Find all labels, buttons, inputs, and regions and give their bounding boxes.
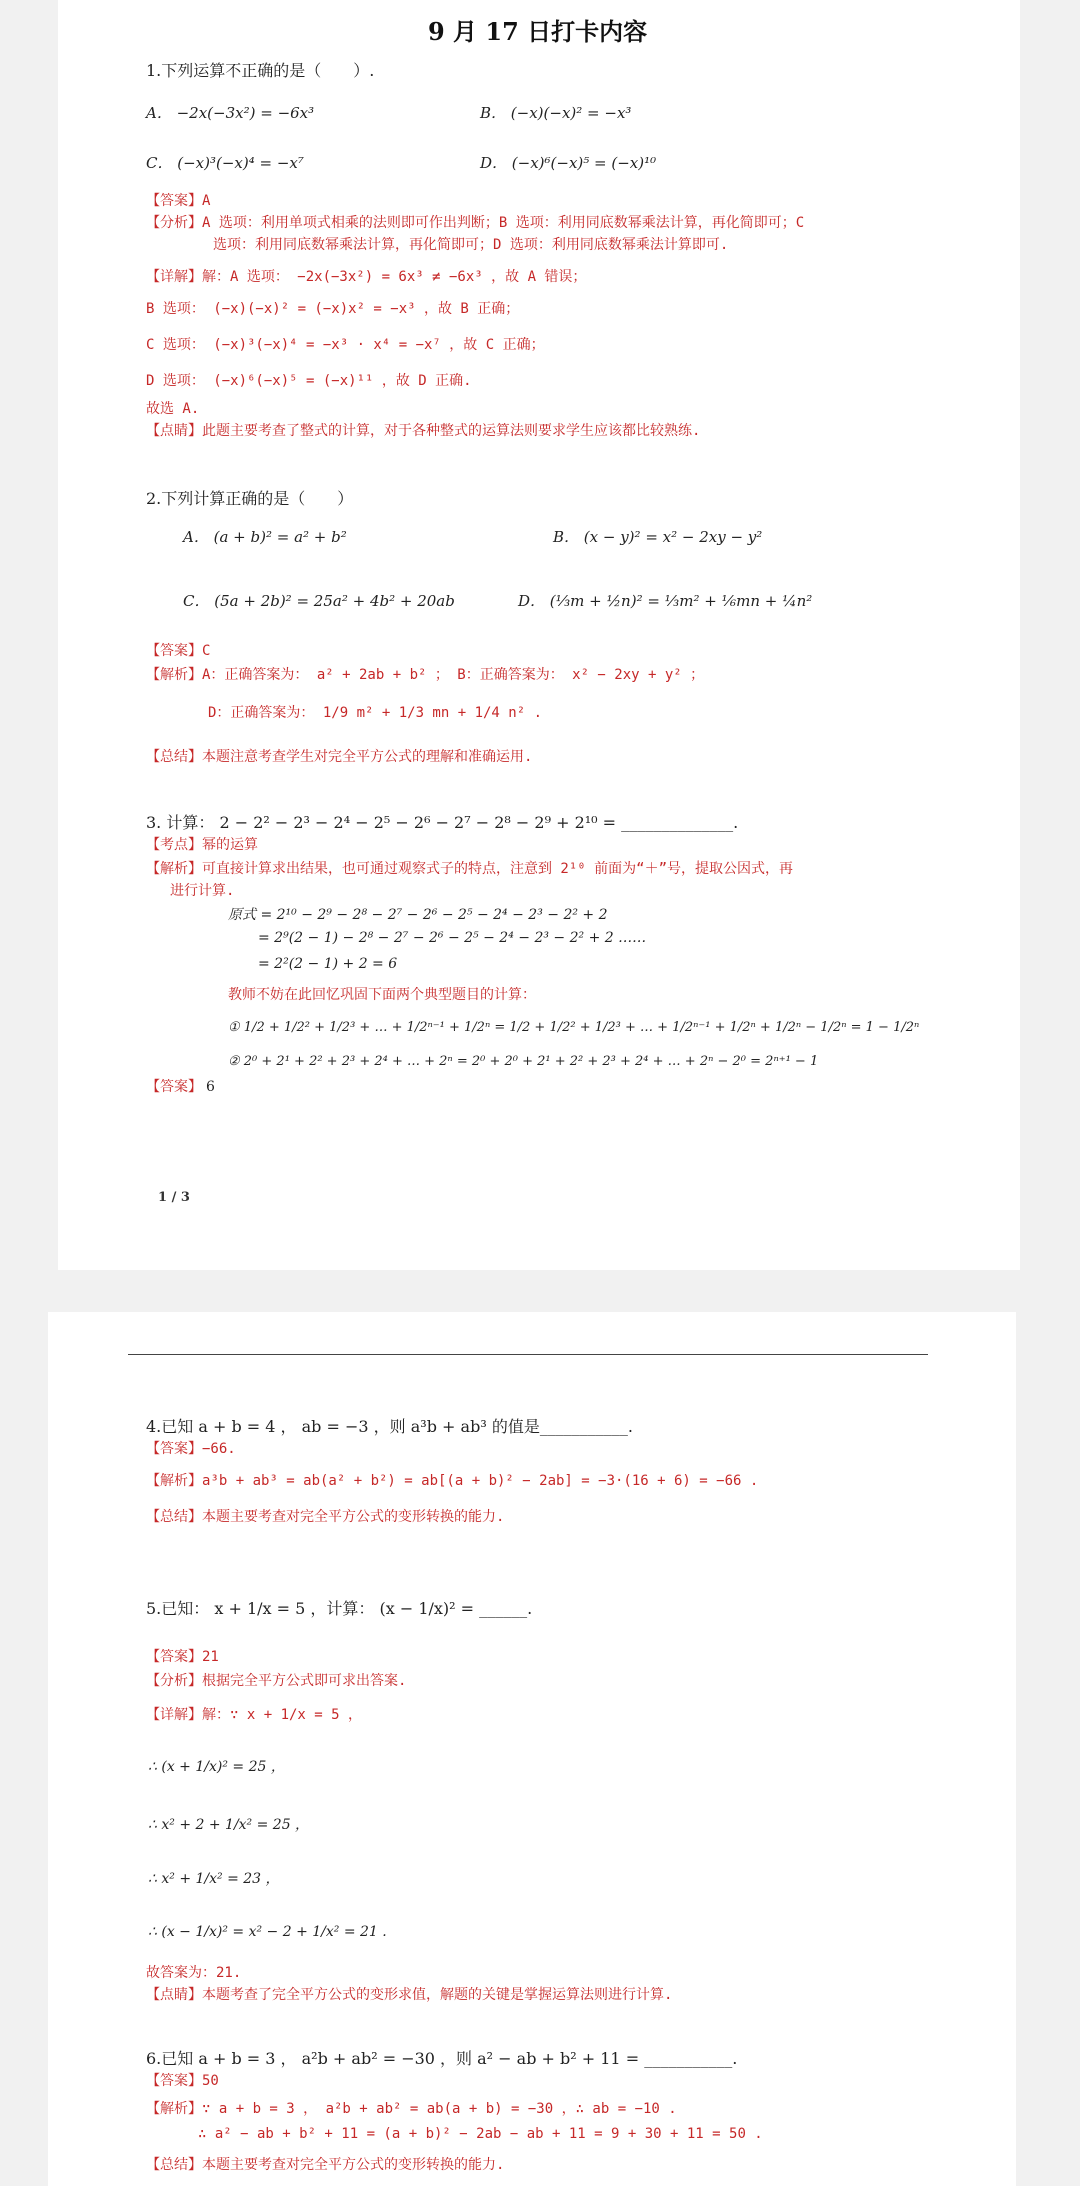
q5-detail-line-5: ∴ (x − 1/x)² = x² − 2 + 1/x² = 21 . (148, 1924, 387, 1940)
q5-comment: 【点睛】本题考查了完全平方公式的变形求值，解题的关键是掌握运算法则进行计算. (146, 1987, 673, 2003)
document-page-2 (48, 1312, 1016, 2186)
q5-stem: 5.已知： x + 1/x = 5 ，计算： (x − 1/x)² = ______. (146, 1599, 533, 1618)
q5-detail-line-2: ∴ (x + 1/x)² = 25 ， (148, 1759, 285, 1775)
q6-detail-line-1: 【解析】∵ a + b = 3 ， a²b + ab² = ab(a + b) = −30 ，∴ ab = −10 . (146, 2101, 677, 2117)
q4-answer: 【答案】−66. (146, 1441, 236, 1457)
page-title: 9 月 17 日打卡内容 (428, 17, 648, 46)
q1-detail-line-1: 【详解】解：A 选项： −2x(−3x²) = 6x³ ≠ −6x³ ，故 A 错误； (146, 269, 587, 285)
q3-answer (146, 1076, 215, 1096)
q2-summary: 【总结】本题注意考查学生对完全平方公式的理解和准确运用. (146, 749, 533, 765)
q4-stem: 4.已知 a + b = 4 ， ab = −3 ，则 a³b + ab³ 的值是___________. (146, 1417, 633, 1436)
q5-detail-line-4: ∴ x² + 1/x² = 23 ， (148, 1871, 280, 1887)
q1-stem: 1.下列运算不正确的是（ ）. (146, 61, 375, 80)
q5-answer: 【答案】21 (146, 1649, 219, 1665)
q1-option-a: A． −2x(−3x²) = −6x³ (146, 104, 315, 122)
q3-teacher-note: 教师不妨在此回忆巩固下面两个典型题目的计算： (228, 987, 536, 1003)
q1-answer: 【答案】A (146, 193, 211, 209)
q3-equation-line-3: = 2²(2 − 1) + 2 = 6 (258, 956, 398, 972)
q1-option-b: B． (−x)(−x)² = −x³ (480, 104, 632, 122)
q1-analysis-line-1: 【分析】A 选项：利用单项式相乘的法则即可作出判断；B 选项：利用同底数幂乘法计算，再化简即可；C (146, 215, 805, 231)
q1-analysis-line-2: 选项：利用同底数幂乘法计算，再化简即可；D 选项：利用同底数幂乘法计算即可. (213, 237, 729, 253)
q3-point: 【考点】幂的运算 (146, 837, 258, 853)
q4-summary: 【总结】本题主要考查对完全平方公式的变形转换的能力. (146, 1509, 505, 1525)
q1-option-d: D． (−x)⁶(−x)⁵ = (−x)¹⁰ (480, 154, 657, 172)
q1-comment: 【点睛】此题主要考查了整式的计算，对于各种整式的运算法则要求学生应该都比较熟练. (146, 423, 701, 439)
page-number: 1 / 3 (158, 1190, 190, 1205)
q6-stem: 6.已知 a + b = 3 ， a²b + ab² = −30 ，则 a² − ab + b² + 11 = ___________. (146, 2049, 738, 2068)
q2-option-c: C． (5a + 2b)² = 25a² + 4b² + 20ab (183, 592, 455, 610)
q3-equation-line-1: 原式 = 2¹⁰ − 2⁹ − 2⁸ − 2⁷ − 2⁶ − 2⁵ − 2⁴ − 2³ − 2² + 2 (228, 907, 608, 923)
header-rule (128, 1354, 928, 1355)
q2-option-d: D． (⅓m + ½n)² = ⅓m² + ⅙mn + ¼n² (518, 592, 813, 610)
q6-answer: 【答案】50 (146, 2073, 219, 2089)
q6-detail-line-2: ∴ a² − ab + b² + 11 = (a + b)² − 2ab − ab + 11 = 9 + 30 + 11 = 50 . (198, 2126, 763, 2142)
q2-option-b: B． (x − y)² = x² − 2xy − y² (553, 528, 763, 546)
q1-detail-line-5: 故选 A. (146, 401, 200, 417)
q3-answer-label: 【答案】 (146, 1079, 202, 1095)
q3-analysis-line-1: 【解析】可直接计算求出结果，也可通过观察式子的特点，注意到 2¹⁰ 前面为“＋”号，提取公因式，再 (146, 861, 793, 877)
q2-detail-line-1: 【解析】A：正确答案为： a² + 2ab + b² ； B：正确答案为： x² − 2xy + y² ； (146, 667, 705, 683)
q3-example-1: ① 1/2 + 1/2² + 1/2³ + … + 1/2ⁿ⁻¹ + 1/2ⁿ = 1/2 + 1/2² + 1/2³ + … + 1/2ⁿ⁻¹ + 1/2ⁿ + 1/2ⁿ − 1/2ⁿ = 1 − 1/2ⁿ (228, 1020, 920, 1035)
q2-answer: 【答案】C (146, 643, 211, 659)
q2-stem: 2.下列计算正确的是（ ） (146, 489, 354, 508)
q3-answer-value: 6 (206, 1079, 215, 1095)
q4-detail: 【解析】a³b + ab³ = ab(a² + b²) = ab[(a + b)² − 2ab] = −3·(16 + 6) = −66 . (146, 1473, 759, 1489)
q1-detail-line-3: C 选项： (−x)³(−x)⁴ = −x³ · x⁴ = −x⁷ ，故 C 正确； (146, 337, 545, 353)
q2-option-a: A． (a + b)² = a² + b² (183, 528, 347, 546)
q3-equation-line-2: = 2⁹(2 − 1) − 2⁸ − 2⁷ − 2⁶ − 2⁵ − 2⁴ − 2³ − 2² + 2 …… (258, 930, 647, 946)
q3-analysis-line-2: 进行计算. (170, 883, 235, 899)
q3-stem: 3. 计算： 2 − 2² − 2³ − 2⁴ − 2⁵ − 2⁶ − 2⁷ − 2⁸ − 2⁹ + 2¹⁰ = ______________. (146, 813, 739, 832)
q5-analysis: 【分析】根据完全平方公式即可求出答案. (146, 1673, 407, 1689)
q6-summary: 【总结】本题主要考查对完全平方公式的变形转换的能力. (146, 2157, 505, 2173)
q1-option-c: C． (−x)³(−x)⁴ = −x⁷ (146, 154, 304, 172)
q5-detail-line-3: ∴ x² + 2 + 1/x² = 25 ， (148, 1817, 310, 1833)
q1-detail-line-2: B 选项： (−x)(−x)² = (−x)x² = −x³ ，故 B 正确； (146, 301, 520, 317)
q3-example-2: ② 2⁰ + 2¹ + 2² + 2³ + 2⁴ + … + 2ⁿ = 2⁰ + 2⁰ + 2¹ + 2² + 2³ + 2⁴ + … + 2ⁿ − 2⁰ = 2ⁿ⁺¹ − 1 (228, 1054, 819, 1069)
q1-detail-line-4: D 选项： (−x)⁶(−x)⁵ = (−x)¹¹ ，故 D 正确. (146, 373, 472, 389)
q5-result: 故答案为：21. (146, 1965, 242, 1981)
q5-detail-line-1: 【详解】解：∵ x + 1/x = 5 ， (146, 1707, 363, 1723)
q2-detail-line-2: D：正确答案为： 1/9 m² + 1/3 mn + 1/4 n² . (208, 705, 543, 721)
document-page-1 (58, 0, 1020, 1270)
